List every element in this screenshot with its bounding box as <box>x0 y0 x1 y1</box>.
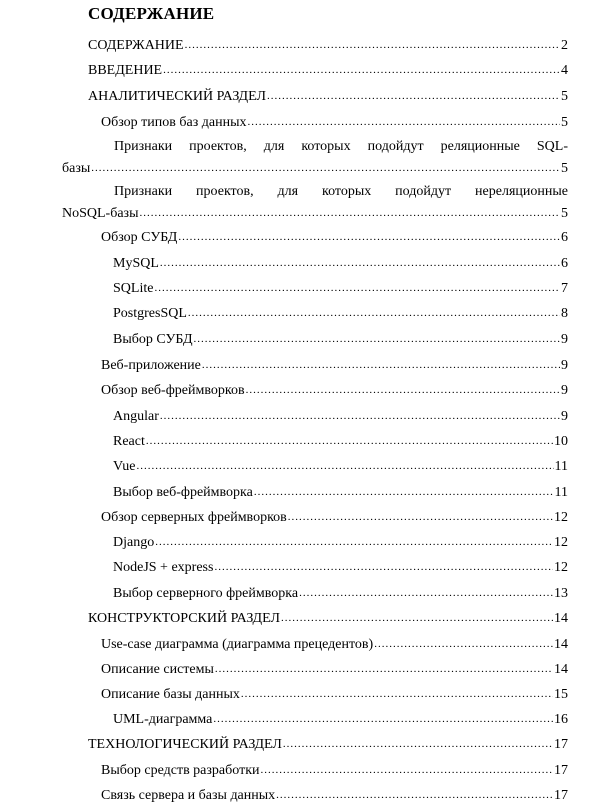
toc-page-number: 9 <box>561 332 568 347</box>
toc-page-number: 9 <box>561 383 568 398</box>
toc-entry-label: Веб-приложение <box>101 358 201 373</box>
toc-entry[interactable] <box>101 356 568 376</box>
toc-entry[interactable] <box>101 113 568 133</box>
toc-entry[interactable] <box>113 533 568 553</box>
toc-entry-label: АНАЛИТИЧЕСКИЙ РАЗДЕЛ <box>88 89 266 104</box>
toc-page-number: 17 <box>554 763 568 778</box>
toc-entry[interactable] <box>113 304 568 324</box>
toc-entry-label: Описание базы данных <box>101 687 240 702</box>
toc-entry[interactable] <box>88 61 568 81</box>
toc-leader <box>267 86 560 106</box>
toc-entry[interactable] <box>113 279 568 299</box>
toc-entry-label: SQLite <box>113 281 154 296</box>
toc-entry[interactable] <box>88 87 568 107</box>
toc-entry-label: Выбор СУБД <box>113 332 193 347</box>
toc-entry-label: Обзор типов баз данных <box>101 115 247 130</box>
toc-entry-label: Выбор веб-фреймворка <box>113 485 253 500</box>
toc-entry-label: Обзор серверных фреймворков <box>101 510 287 525</box>
toc-page-number: 11 <box>554 485 568 500</box>
toc-leader <box>160 253 560 273</box>
toc-leader <box>188 303 560 323</box>
toc-entry[interactable] <box>101 228 568 248</box>
toc-entry-label: Django <box>113 535 155 550</box>
toc-leader <box>214 557 553 577</box>
toc-entry[interactable] <box>62 181 568 225</box>
toc-page-number: 2 <box>561 38 568 53</box>
toc-page-number: 15 <box>554 687 568 702</box>
toc-page-number: 7 <box>561 281 568 296</box>
toc-entry-label: Vue <box>113 459 136 474</box>
toc-page-number: 5 <box>561 89 568 104</box>
toc-page-number: 13 <box>554 586 568 601</box>
toc-page-number: 5 <box>561 161 568 176</box>
toc-entry[interactable] <box>101 685 568 705</box>
toc-page-number: 6 <box>561 256 568 271</box>
toc-entry[interactable] <box>101 508 568 528</box>
toc-leader <box>154 278 560 298</box>
toc-entry[interactable] <box>113 432 568 452</box>
toc-leader <box>260 760 553 780</box>
toc-page-number: 12 <box>554 510 568 525</box>
toc-page-number: 17 <box>554 737 568 752</box>
toc-leader <box>299 583 553 603</box>
toc-page-number: 9 <box>561 409 568 424</box>
toc-page-number: 14 <box>554 637 568 652</box>
toc-page-number: 16 <box>554 712 568 727</box>
toc-entry-label: MySQL <box>113 256 159 271</box>
toc-page-number: 14 <box>554 611 568 626</box>
toc-page-number: 9 <box>561 358 568 373</box>
toc-page-number: 4 <box>561 63 568 78</box>
toc-entry-label: Use-case диаграмма (диаграмма прецедентов) <box>101 637 374 652</box>
toc-leader <box>246 380 560 400</box>
toc-entry-label: Обзор веб-фреймворков <box>101 383 245 398</box>
toc-entry[interactable] <box>113 254 568 274</box>
toc-page-number: 5 <box>561 115 568 130</box>
toc-leader <box>146 431 553 451</box>
toc-leader <box>160 406 560 426</box>
toc-leader <box>276 785 553 805</box>
toc-entry-label: СОДЕРЖАНИЕ <box>88 38 184 53</box>
toc-entry[interactable] <box>113 483 568 503</box>
toc-page-number: 6 <box>561 230 568 245</box>
toc-entry-label: Признаки проектов, для которых подойдут реляционные SQL- <box>114 139 568 154</box>
toc-page-number: 11 <box>554 459 568 474</box>
toc-entry-label-continued: NoSQL-базы <box>62 206 139 221</box>
toc-page-number: 12 <box>554 535 568 550</box>
toc-page-number: 5 <box>561 206 568 221</box>
toc-page-number: 10 <box>554 434 568 449</box>
toc-entry[interactable] <box>101 635 568 655</box>
toc-leader <box>241 684 553 704</box>
toc-leader <box>185 35 560 55</box>
toc-leader <box>136 456 553 476</box>
toc-entry-label: ТЕХНОЛОГИЧЕСКИЙ РАЗДЕЛ <box>88 737 282 752</box>
toc-entry[interactable] <box>113 457 568 477</box>
toc-entry[interactable] <box>113 558 568 578</box>
toc-entry[interactable] <box>101 786 568 806</box>
toc-leader <box>202 355 560 375</box>
toc-leader <box>91 157 560 179</box>
toc-entry[interactable] <box>88 735 568 755</box>
toc-entry-label: Выбор средств разработки <box>101 763 260 778</box>
toc-entry-label: Выбор серверного фреймворка <box>113 586 299 601</box>
toc-entry-label: КОНСТРУКТОРСКИЙ РАЗДЕЛ <box>88 611 280 626</box>
toc-entry[interactable] <box>113 584 568 604</box>
toc-leader <box>288 507 553 527</box>
toc-leader <box>374 634 553 654</box>
toc-entry[interactable] <box>101 381 568 401</box>
toc-leader <box>213 709 553 729</box>
toc-entry[interactable] <box>88 609 568 629</box>
toc-page-number: 17 <box>554 788 568 803</box>
toc-entry-label: Описание системы <box>101 662 214 677</box>
toc-entry-label: Обзор СУБД <box>101 230 178 245</box>
toc-page-number: 12 <box>554 560 568 575</box>
toc-leader <box>248 112 561 132</box>
toc-leader <box>215 659 553 679</box>
toc-leader <box>163 60 560 80</box>
toc-entry-label: ВВЕДЕНИЕ <box>88 63 163 78</box>
toc-leader <box>140 202 561 224</box>
toc-entry[interactable] <box>101 761 568 781</box>
toc-leader <box>194 329 561 349</box>
toc-entry[interactable] <box>88 36 568 56</box>
toc-leader <box>283 734 553 754</box>
toc-entry-label: Angular <box>113 409 159 424</box>
page-title: СОДЕРЖАНИЕ <box>88 4 215 23</box>
toc-entry[interactable] <box>101 660 568 680</box>
toc-leader <box>178 227 560 247</box>
toc-leader <box>155 532 553 552</box>
toc-entry-label: React <box>113 434 145 449</box>
toc-page-number: 8 <box>561 306 568 321</box>
toc-entry[interactable] <box>113 710 568 730</box>
toc-entry-label-continued: базы <box>62 161 91 176</box>
toc-entry[interactable] <box>113 330 568 350</box>
toc-entry-label: NodeJS + express <box>113 560 214 575</box>
toc-entry-label: UML-диаграмма <box>113 712 213 727</box>
toc-page-number: 14 <box>554 662 568 677</box>
toc-leader <box>281 608 553 628</box>
toc-entry[interactable] <box>62 136 568 180</box>
toc-leader <box>254 482 554 502</box>
toc-entry[interactable] <box>113 407 568 427</box>
toc-entry-label: Связь сервера и базы данных <box>101 788 276 803</box>
toc-entry-label: PostgresSQL <box>113 306 187 321</box>
toc-entry-label: Признаки проектов, для которых подойдут нереляционные <box>114 184 568 199</box>
